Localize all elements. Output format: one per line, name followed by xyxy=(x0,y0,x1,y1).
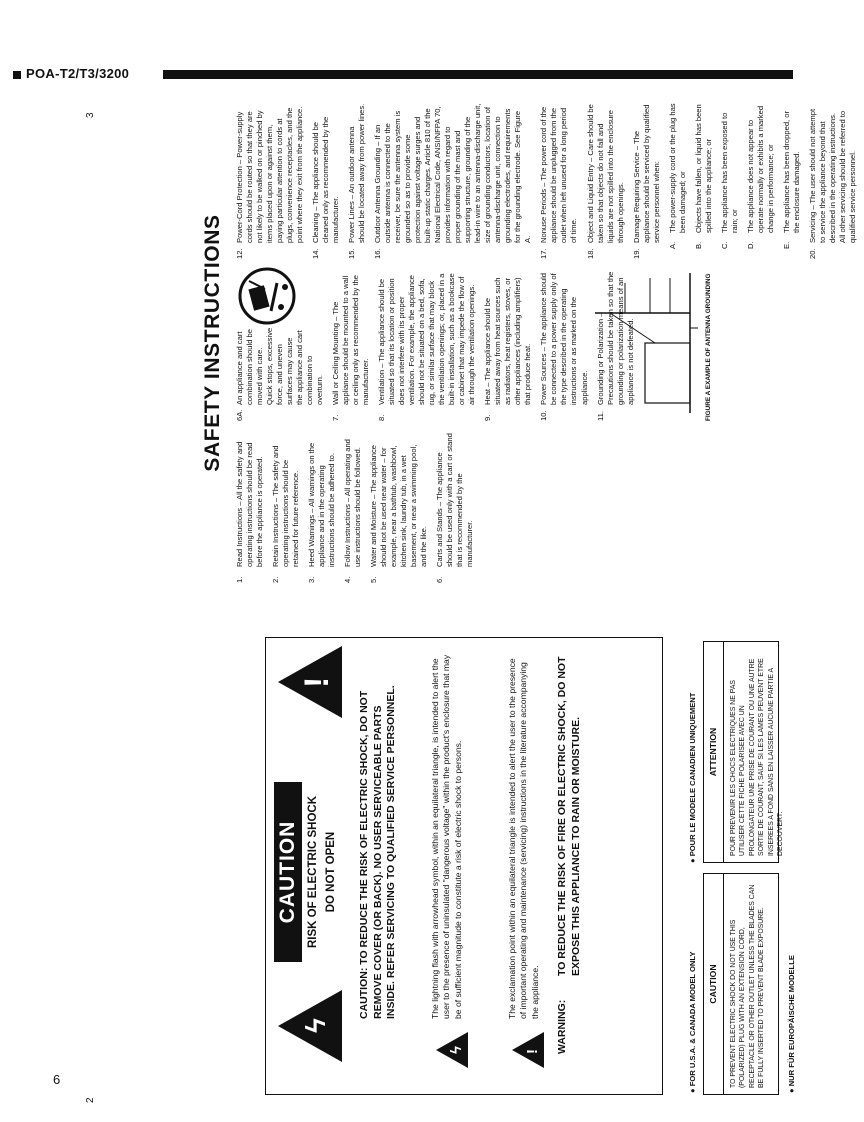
canada-fr-attention-box xyxy=(703,641,784,863)
list-item: 11. Grounding or Polarization – Precautions should be taken so that the grounding or polarization means of an appliance is not defeated. xyxy=(595,271,635,421)
list-item: 6. Carts and Stands – The appliance should be used only with a cart or stand that is recommended by the manufacturer. xyxy=(435,433,475,583)
caution-panel xyxy=(265,637,663,1095)
page-header-title: POA-T2/T3/3200 xyxy=(26,66,130,81)
safety-column-2 xyxy=(235,271,642,421)
list-item: D. The appliance does not appear to operate normally or exhibits a marked change in performance; or xyxy=(745,105,775,249)
list-item: 10. Power Sources – The appliance should be connected to a power supply only of the type described in the operating instructions or as marked on the appliance. xyxy=(539,273,589,421)
canada-fr-box-text: POUR PREVENIR LES CHOCS ELECTRIQUES NE PAS UTILISER CETTE FICHE POLARISEE AVEC UN PROLONGATEUR UNE PRISE DE COURANT OU UNE AUTRE SORTIE DE COURANT, SAUF SI LES LAMES PEUVENT ETRE INSEREES A FOND SANS EN LAISSER AUCUNE PARTIE A DECOUVERT. xyxy=(730,658,784,856)
safety-instructions-page xyxy=(85,103,857,583)
antenna-grounding-figure xyxy=(590,263,700,423)
page-number: 6 xyxy=(53,1072,61,1087)
list-item: 19. Damage Requiring Service – The appliance should be serviced by qualified service personnel when: xyxy=(631,104,661,259)
lightning-warning-icon: ϟ xyxy=(278,990,342,1062)
header-bullet xyxy=(13,71,21,79)
rotated-manual-spread xyxy=(85,103,857,1103)
list-item: 6A. An appliance and cart combination should be moved with care. Quick stops, excessive force, and uneven surfaces may cause the appliance and cart combination to overturn. xyxy=(235,271,325,421)
rotated-page-number-left: 2 xyxy=(85,1097,96,1103)
list-item: 12. Power-Cord Protection – Power-supply cords should be routed so that they are not likely to be walked on or pinched by items placed upon or against them, paying particular attention to cords at plugs, convenience receptacles, and the point where they exit from the appliance. xyxy=(235,106,305,259)
caution-subtitle-shock: RISK OF ELECTRIC SHOCK xyxy=(307,795,319,949)
caution-page xyxy=(85,633,796,1103)
us-canada-caution-box xyxy=(703,873,779,1095)
list-item: 18. Object and Liquid Entry – Care should be taken so that objects do not fall and liquids are not spilled into the enclosure through openings. xyxy=(585,104,625,259)
list-item: C. The appliance has been exposed to rain; or xyxy=(719,112,739,249)
warning-statement xyxy=(556,634,583,1054)
list-item: 15. Power Lines – An outdoor antenna should be located away from power lines. xyxy=(347,103,367,259)
canada-fr-box-title: ATTENTION xyxy=(708,727,718,777)
europe-heading: ● NUR FÜR EUROPÄISCHE MODELLE xyxy=(787,955,796,1093)
list-item: A. The power-supply cord or the plug has been damaged; or xyxy=(667,103,687,249)
list-item: 1. Read Instructions – All the safety and operating instructions should be read before the appliance is operated. xyxy=(235,441,265,583)
us-canada-box-text: TO PREVENT ELECTRIC SHOCK DO NOT USE THIS (POLARIZED) PLUG WITH AN EXTENSION CORD, RECEPTACLE OR OTHER OUTLET UNLESS THE BLADES CAN BE FULLY INSERTED TO PREVENT BLADE EXPOSURE. xyxy=(730,884,766,1088)
us-canada-heading: ● FOR U.S.A. & CANADA MODEL ONLY xyxy=(688,951,697,1093)
warning-label: WARNING: xyxy=(556,999,568,1054)
header-rule xyxy=(163,70,793,79)
caution-banner: CAUTION xyxy=(274,782,302,962)
list-item: 5. Water and Moisture – The appliance should not be used near water – for example, near a bathtub, washbowl, kitchen sink, laundry tub, in a wet basement, or near a swimming pool, and the like. xyxy=(369,444,429,583)
list-item: 8. Ventilation – The appliance should be situated so that its location or position does not interfere with its proper ventilation. For example, the appliance should not be situated on a bed, sofa, rug, or similar surface that may block the ventilation openings; or, placed in a built-in installation, such as a bookcase or cabinet that may impede the flow of air through the ventilation openings. xyxy=(377,273,477,421)
safety-column-3 xyxy=(235,103,864,259)
list-item: 7. Wall or Ceiling Mounting – The appliance should be mounted to a wall or ceiling only as recommended by the manufacturer. xyxy=(331,274,371,421)
exclamation-warning-icon: ! xyxy=(278,646,342,718)
list-item: 3. Heed Warnings – All warnings on the appliance and in the operating instructions should be adhered to. xyxy=(307,442,337,583)
list-item: 4. Follow Instructions – All operating and use instructions should be followed. xyxy=(343,439,363,583)
safety-instructions-title: SAFETY INSTRUCTIONS xyxy=(201,214,224,472)
warning-text: TO REDUCE THE RISK OF FIRE OR ELECTRIC SHOCK, DO NOT EXPOSE THIS APPLIANCE TO RAIN OR MOISTURE. xyxy=(556,656,582,976)
caution-subtitle-open: DO NOT OPEN xyxy=(325,831,337,913)
lightning-symbol-explanation: The lightning flash with arrowhead symbol, within an equilateral triangle, is intended to alert the user to the presence of uninsulated "dangerous voltage" within the product's enclosure that may be of sufficient magnitude to constitute a risk of electric shock to persons. xyxy=(430,654,463,1019)
cart-tipover-icon xyxy=(235,267,299,325)
list-item: 9. Heat – The appliance should be situated away from heat sources such as radiators, heat registers, stoves, or other appliances (including amplifiers) that produce heat. xyxy=(483,277,533,421)
rotated-page-number-right: 3 xyxy=(85,112,96,118)
list-item: 16. Outdoor Antenna Grounding – If an outside antenna is connected to the receiver, be sure the antenna system is grounded so as to provide some protection against voltage surges and built-up static charges. Article 810 of the National Electrical Code, ANSI/NFPA 70, provides information with regard to proper grounding of the mast and supporting structure, grounding of the lead-in wire to an antenna-discharge unit, size of grounding conductors, location of antenna-discharge unit, connection to grounding electrodes, and requirements for the grounding electrode. See Figure A. xyxy=(373,103,533,259)
us-canada-box-title: CAUTION xyxy=(708,964,718,1004)
exclamation-symbol-explanation: The exclamation point within an equilateral triangle is intended to alert the user to the presence of important operating and maintenance (servicing) instructions in the literature accompanying the appliance. xyxy=(507,658,540,1019)
list-item: 17. Nonuse Periods – The power cord of the appliance should be unplugged from the outlet when left unused for a long period of time. xyxy=(539,106,579,259)
safety-column-1 xyxy=(235,433,481,583)
list-item: 20. Servicing – The user should not attempt to service the appliance beyond that described in the operating instructions. All other servicing should be referred to qualified service personnel. xyxy=(807,108,857,259)
list-item: 2. Retain Instructions – The safety and operating instructions should be retained for future reference. xyxy=(271,445,301,583)
figure-caption: FIGURE A EXAMPLE OF ANTENNA GROUNDING xyxy=(705,273,712,421)
lightning-small-icon: ϟ xyxy=(436,1032,468,1068)
list-item: B. Objects have fallen, or liquid has been spilled into the appliance; or xyxy=(693,104,713,249)
caution-statement: CAUTION: TO REDUCE THE RISK OF ELECTRIC SHOCK, DO NOT REMOVE COVER (OR BACK). NO USER SERVICEABLE PARTS INSIDE. REFER SERVICING TO QUALIFIED SERVICE PERSONNEL. xyxy=(358,685,398,1019)
canada-fr-heading: ● POUR LE MODELE CANADIEN UNIQUEMENT xyxy=(688,692,697,863)
list-item: E. The appliance has been dropped, or the enclosure damaged. xyxy=(781,110,801,249)
exclamation-small-icon: ! xyxy=(512,1032,544,1068)
list-item: 14. Cleaning – The appliance should be cleaned only as recommended by the manufacturer. xyxy=(311,116,341,259)
